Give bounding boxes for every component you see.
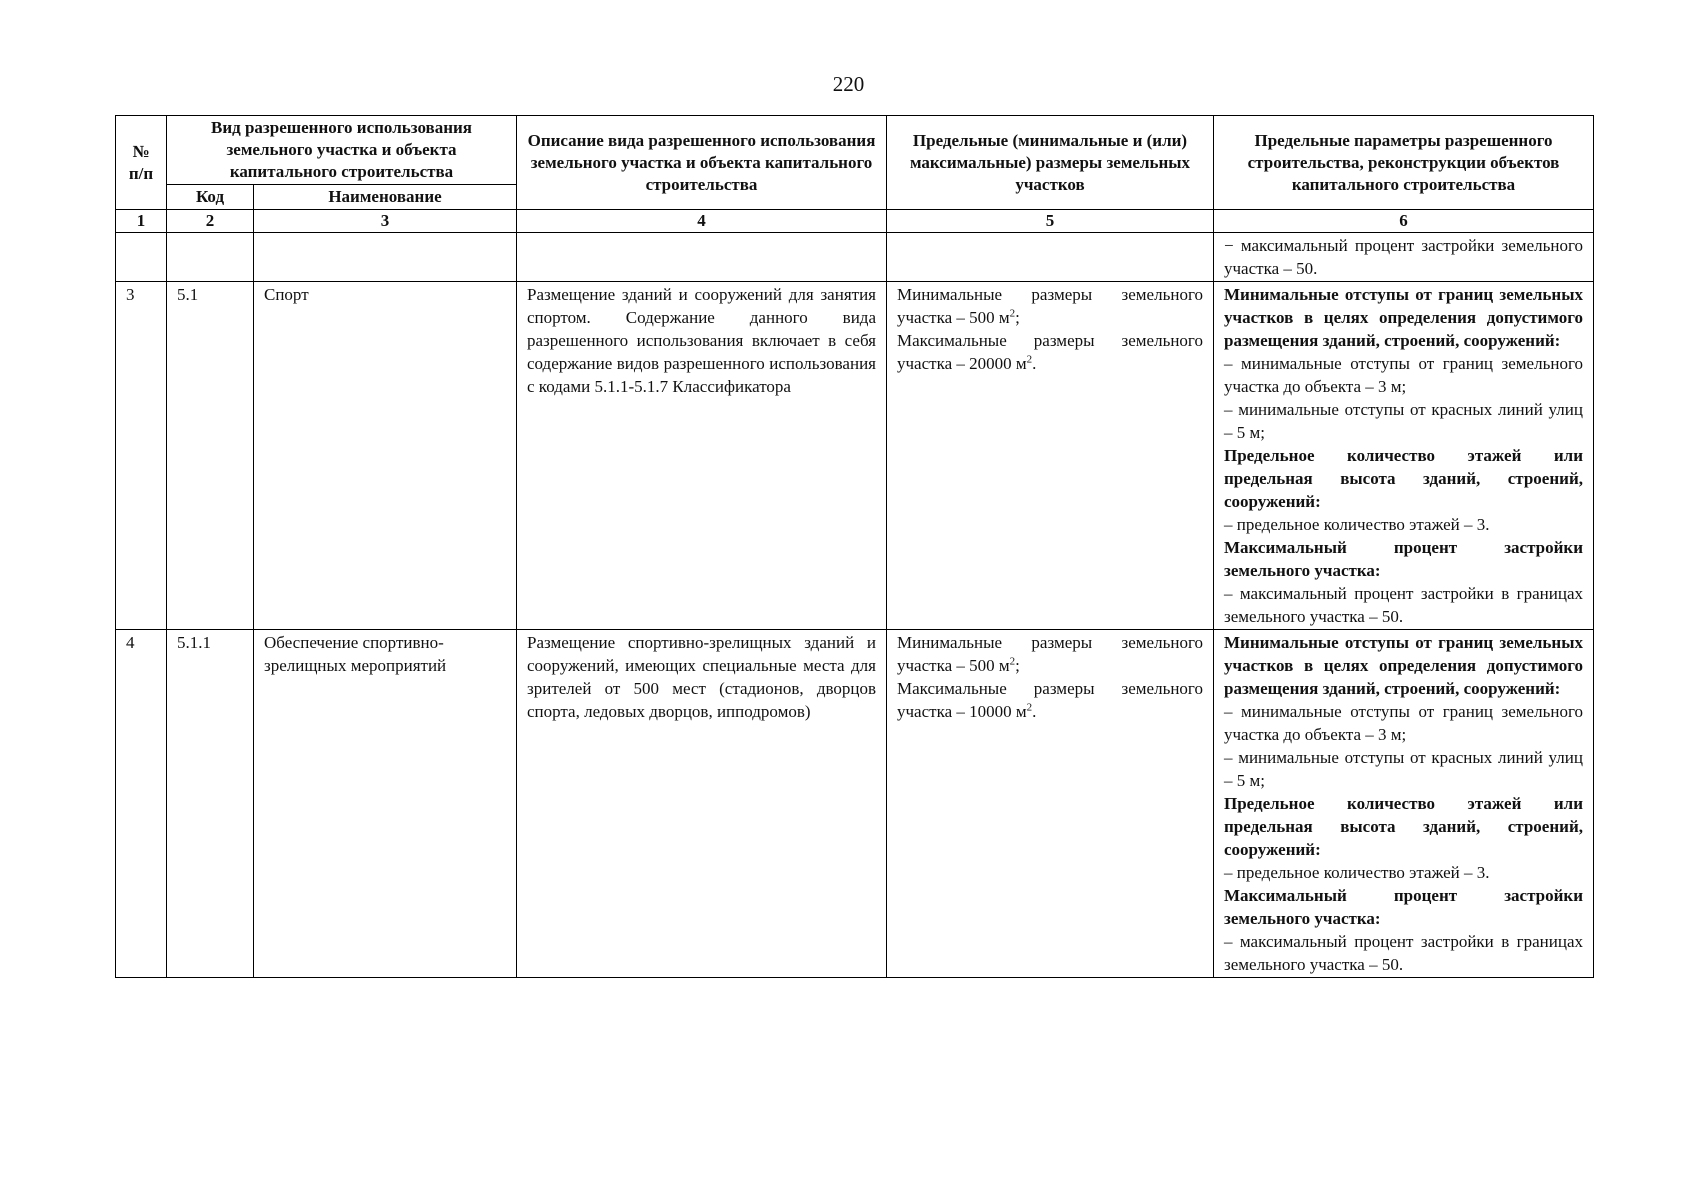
column-number: 1 — [116, 210, 167, 233]
column-number-row — [116, 210, 1594, 233]
params-line: – минимальные отступы от красных линий улиц – 5 м; — [1224, 400, 1583, 442]
size-max: Максимальные размеры земельного участка – 20000 $м^2$. — [897, 331, 1203, 373]
header-description: Описание вида разрешенного использования земельного участка и объекта капитального строительства — [517, 116, 887, 210]
size-max: Максимальные размеры земельного участка – 10000 $м^2$. — [897, 679, 1203, 721]
params-line: – минимальные отступы от границ земельного участка до объекта – 3 м; — [1224, 354, 1583, 396]
table-row — [116, 282, 1594, 630]
table-row — [116, 630, 1594, 978]
header-row — [116, 116, 1594, 185]
cell-description: Размещение зданий и сооружений для занятия спортом. Содержание данного вида разрешенного использования включает в себя содержание видов разрешенного использования с кодами 5.1.1-5.1.7 Классификатора — [517, 282, 887, 630]
column-number: 4 — [517, 210, 887, 233]
header-name: Наименование — [254, 185, 517, 210]
cell-sizes — [887, 630, 1214, 978]
cell-code: 5.1 — [167, 282, 254, 630]
cell-description — [517, 233, 887, 282]
cell-num — [116, 233, 167, 282]
params-line: – предельное количество этажей – 3. — [1224, 515, 1490, 534]
cell-params — [1214, 630, 1594, 978]
page-number: 220 — [832, 72, 865, 96]
header-sizes: Предельные (минимальные и (или) максимальные) размеры земельных участков — [887, 116, 1214, 210]
cell-params: − максимальный процент застройки земельного участка – 50. — [1214, 233, 1594, 282]
params-heading: Предельное количество этажей или предельная высота зданий, строений, сооружений: — [1224, 794, 1583, 859]
column-number: 5 — [887, 210, 1214, 233]
column-number: 3 — [254, 210, 517, 233]
params-line: – предельное количество этажей – 3. — [1224, 863, 1490, 882]
cell-description: Размещение спортивно-зрелищных зданий и сооружений, имеющих специальные места для зрителей от 500 мест (стадионов, дворцов спорта, ледовых дворцов, ипподромов) — [517, 630, 887, 978]
cell-sizes — [887, 233, 1214, 282]
size-min: Минимальные размеры земельного участка – 500 $м^2$; — [897, 633, 1203, 675]
size-min: Минимальные размеры земельного участка – 500 $м^2$; — [897, 285, 1203, 327]
column-number: 2 — [167, 210, 254, 233]
cell-code — [167, 233, 254, 282]
params-heading: Минимальные отступы от границ земельных участков в целях определения допустимого размещения зданий, строений, сооружений: — [1224, 633, 1583, 698]
params-line: – минимальные отступы от границ земельного участка до объекта – 3 м; — [1224, 702, 1583, 744]
params-line: – минимальные отступы от красных линий улиц – 5 м; — [1224, 748, 1583, 790]
cell-num: 4 — [116, 630, 167, 978]
cell-name: Спорт — [254, 282, 517, 630]
cell-code: 5.1.1 — [167, 630, 254, 978]
cell-sizes — [887, 282, 1214, 630]
params-heading: Максимальный процент застройки земельного участка: — [1224, 886, 1583, 928]
header-group: Вид разрешенного использования земельного участка и объекта капитального строительства — [167, 116, 517, 185]
cell-num: 3 — [116, 282, 167, 630]
table-row-continuation — [116, 233, 1594, 282]
params-line: – максимальный процент застройки в границах земельного участка – 50. — [1224, 932, 1583, 974]
land-use-table — [115, 115, 1594, 978]
params-heading: Минимальные отступы от границ земельных участков в целях определения допустимого размещения зданий, строений, сооружений: — [1224, 285, 1583, 350]
params-heading: Предельное количество этажей или предельная высота зданий, строений, сооружений: — [1224, 446, 1583, 511]
cell-name — [254, 233, 517, 282]
cell-name: Обеспечение спортивно-зрелищных мероприятий — [254, 630, 517, 978]
column-number: 6 — [1214, 210, 1594, 233]
cell-params — [1214, 282, 1594, 630]
params-heading: Максимальный процент застройки земельного участка: — [1224, 538, 1583, 580]
header-code: Код — [167, 185, 254, 210]
header-params: Предельные параметры разрешенного строительства, реконструкции объектов капитального строительства — [1214, 116, 1594, 210]
params-line: – максимальный процент застройки в границах земельного участка – 50. — [1224, 584, 1583, 626]
header-num: № п/п — [116, 116, 167, 210]
